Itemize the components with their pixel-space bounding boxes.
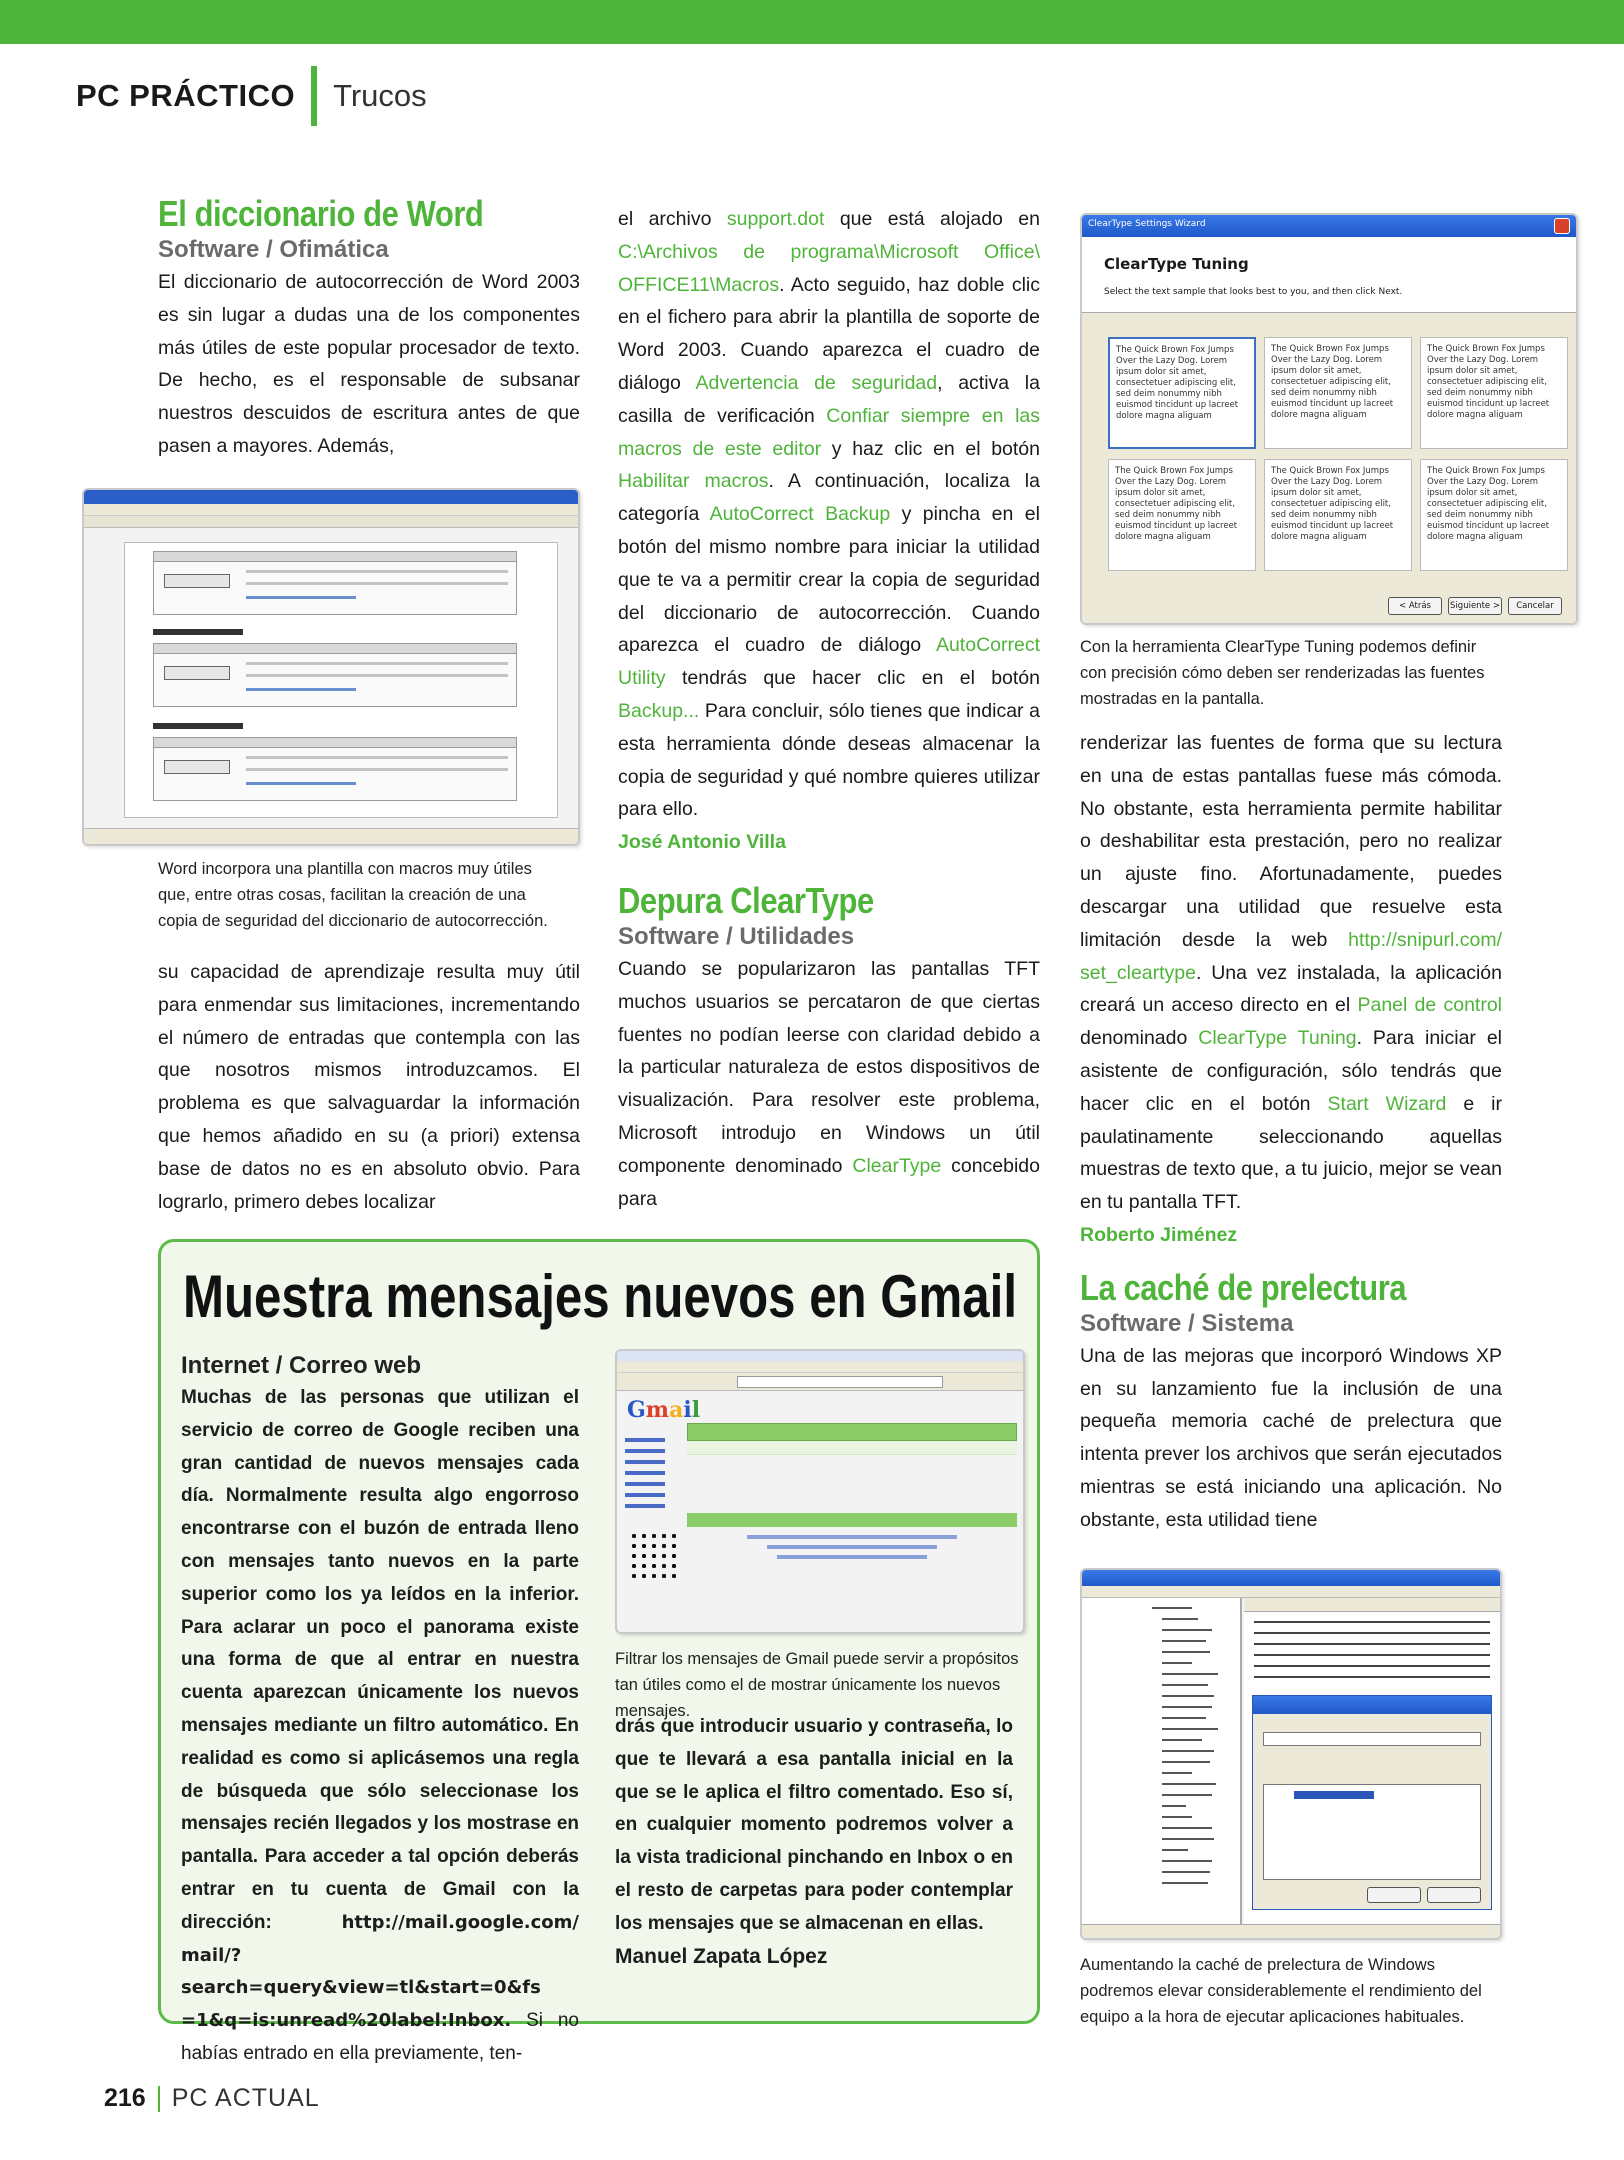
dialog-autocorrect-utility: AutoCorrect Utility bbox=[618, 634, 1040, 690]
close-icon bbox=[1554, 218, 1570, 234]
word-table bbox=[153, 643, 517, 707]
word-label bbox=[153, 629, 243, 635]
edit-binary-dialog bbox=[1252, 1695, 1492, 1910]
page-footer bbox=[104, 2084, 320, 2113]
category-autocorrect-backup: AutoCorrect Backup bbox=[709, 503, 891, 526]
term-cleartype: ClearType bbox=[852, 1154, 942, 1177]
cleartype-titlebar bbox=[1082, 215, 1576, 237]
cleartype-heading: ClearType Tuning bbox=[1104, 255, 1249, 273]
cleartype-window-title: ClearType Settings Wizard bbox=[1088, 219, 1206, 229]
article-category-word: Software / Ofimática bbox=[158, 236, 389, 263]
section-header bbox=[76, 66, 427, 126]
inbox-term: Inbox bbox=[917, 1847, 968, 1869]
word-label bbox=[153, 723, 243, 729]
text-sample: The Quick Brown Fox Jumps Over the Lazy Dog. Lorem ipsum dolor sit amet, consectetuer adipiscing elit, sed deim nonummy nibh euismod tincidunt up lacreet dolore magna aliguam bbox=[1108, 337, 1256, 449]
text-sample: The Quick Brown Fox Jumps Over the Lazy Dog. Lorem ipsum dolor sit amet, consectetuer adipiscing elit, sed deim nonummy nibh euismod tincidunt up lacreet dolore magna aliguam bbox=[1264, 337, 1412, 449]
article-cleartype-p2: renderizar las fuentes de forma que su lectura en una de estas pantallas fuese más cómoda. No obstante, esta herramienta permite habilitar o deshabilitar esta prestación, pero no realizar un ajuste fino. Afortunadamente, puedes descargar una utilidad que resuelve esta limitación desde la web http://snipurl.com/ set_cleartype. Una vez instalada, la aplicación creará un acceso directo en el Panel de control denominado ClearType Tuning. Para iniciar el asistente de configuración, sólo tendrás que hacer clic en el botón Start Wizard e ir paulatinamente seleccionando aquellas muestras de texto que, a tu juicio, mejor se vean en tu pantalla TFT. bbox=[1080, 732, 1502, 1214]
caption-word: Word incorpora una plantilla con macros muy útiles que, entre otras cosas, facilitan la creación de una copia de seguridad del diccionario de autocorrección. bbox=[158, 860, 548, 930]
next-button: Siguiente > bbox=[1448, 597, 1502, 615]
article-cleartype-col3 bbox=[1080, 727, 1502, 1537]
article-word-col1 bbox=[158, 194, 580, 463]
text-sample: The Quick Brown Fox Jumps Over the Lazy Dog. Lorem ipsum dolor sit amet, consectetuer adipiscing elit, sed deim nonummy nibh euismod tincidunt up lacreet dolore magna aliguam bbox=[1420, 337, 1568, 449]
back-button: < Atrás bbox=[1388, 597, 1442, 615]
gmail-sidebar-box bbox=[158, 1239, 1040, 2064]
link-support-dot: support.dot bbox=[726, 208, 825, 230]
magazine-name: PC ACTUAL bbox=[171, 2084, 320, 2112]
article-word-col2 bbox=[618, 203, 1040, 1215]
gmail-url: http://mail.google.com/ mail/?search=query&view=tl&start=0&fs =1&q=is:unread%20label:Inbox. bbox=[181, 1911, 579, 2032]
article-word-p2: su capacidad de aprendizaje resulta muy útil para enmendar sus limitaciones, incrementando el número de entradas que contempla con las que nosotros mismos introduzcamos. El problema es que salvaguardar la información que hemos añadido en su (a priori) extensa base de datos no es en absoluto obvio. Para lograrlo, primero debes localizar bbox=[158, 961, 580, 1213]
address-bar bbox=[737, 1376, 943, 1388]
word-document bbox=[124, 542, 558, 818]
gmail-logo: Gmail bbox=[627, 1397, 701, 1423]
term-cleartype-tuning: ClearType Tuning bbox=[1198, 1027, 1357, 1050]
gmail-chat-icons bbox=[629, 1531, 679, 1581]
author-cleartype: Roberto Jiménez bbox=[1080, 1223, 1238, 1246]
article-word-col1b bbox=[158, 956, 580, 1218]
article-cache-p1: Una de las mejoras que incorporó Windows XP en su lanzamiento fue la inclusión de una pequeña memoria caché de prelectura que intenta prever los archivos que serán ejecutados mientras se está iniciando una aplicación. No obstante, esta utilidad tiene bbox=[1080, 1344, 1502, 1531]
gmail-main bbox=[687, 1423, 1017, 1595]
registry-titlebar bbox=[1082, 1570, 1500, 1586]
gmail-sidebar bbox=[625, 1431, 681, 1515]
word-statusbar bbox=[84, 828, 578, 844]
cleartype-instruction: Select the text sample that looks best to you, and then click Next. bbox=[1104, 287, 1403, 297]
term-panel-control: Panel de control bbox=[1357, 994, 1502, 1017]
top-accent-bar bbox=[0, 0, 1624, 44]
word-menubar bbox=[84, 504, 578, 516]
word-screenshot bbox=[82, 488, 580, 846]
cleartype-buttons bbox=[1388, 597, 1562, 615]
button-start-wizard: Start Wizard bbox=[1327, 1092, 1447, 1115]
section-title: PC PRÁCTICO bbox=[76, 78, 296, 113]
text-sample: The Quick Brown Fox Jumps Over the Lazy Dog. Lorem ipsum dolor sit amet, consectetuer adipiscing elit, sed deim nonummy nibh euismod tincidunt up lacreet dolore magna aliguam bbox=[1264, 459, 1412, 571]
gmail-box-title: Muestra mensajes nuevos en Gmail bbox=[183, 1263, 1018, 1330]
caption-cleartype: Con la herramienta ClearType Tuning podemos definir con precisión cómo deben ser renderizadas las fuentes mostradas en la pantalla. bbox=[1080, 638, 1485, 708]
caption-cache: Aumentando la caché de prelectura de Windows podremos elevar considerablemente el rendimiento del equipo a la hora de ejecutar aplicaciones habituales. bbox=[1080, 1956, 1482, 2026]
section-subtitle: Trucos bbox=[333, 78, 427, 113]
cleartype-screenshot bbox=[1080, 213, 1578, 625]
word-table bbox=[153, 551, 517, 615]
cleartype-sample-grid bbox=[1108, 337, 1568, 571]
cancel-button bbox=[1427, 1887, 1481, 1903]
link-snipurl: http://snipurl.com/ set_cleartype bbox=[1080, 928, 1502, 984]
button-backup: Backup... bbox=[618, 699, 700, 722]
checkbox-confiar: Confiar siempre en las macros de este editor bbox=[618, 404, 1040, 460]
article-cleartype-p1: Cuando se popularizaron las pantallas TFT muchos usuarios se percataron de que ciertas fuentes no podían leerse con claridad debido a la particular naturaleza de estos dispositivos de visualización. Para resolver este problema, Microsoft introdujo en Windows un útil componente denominado ClearType concebido para bbox=[618, 957, 1041, 1210]
text-sample: The Quick Brown Fox Jumps Over the Lazy Dog. Lorem ipsum dolor sit amet, consectetuer adipiscing elit, sed deim nonummy nibh euismod tincidunt up lacreet dolore magna aliguam bbox=[1420, 459, 1568, 571]
word-toolbar bbox=[84, 516, 578, 528]
gmail-col2 bbox=[615, 1711, 1013, 1973]
author-gmail: Manuel Zapata López bbox=[615, 1944, 828, 1968]
button-habilitar-macros: Habilitar macros bbox=[618, 470, 769, 493]
cancel-button: Cancelar bbox=[1508, 597, 1562, 615]
article-word-p1: El diccionario de autocorrección de Word 2003 es sin lugar a dudas una de los componentes más útiles de este popular procesador de texto. De hecho, es el responsable de subsanar nuestros descuidos de escritura antes de que pasen a mayores. Además, bbox=[158, 271, 580, 457]
gmail-screenshot bbox=[615, 1349, 1025, 1634]
gmail-p2: drás que introducir usuario y contraseña, lo que te llevará a esa pantalla inicial en la que se le aplica el filtro comentado. Eso sí, en cualquier momento podremos volver a la vista tradicional pinchando en Inbox o en el resto de carpetas para poder contemplar los mensajes que se almacenan en ellas. bbox=[615, 1716, 1013, 1934]
dialog-advertencia: Advertencia de seguridad bbox=[695, 371, 938, 394]
article-category-cleartype: Software / Utilidades bbox=[618, 922, 855, 950]
registry-screenshot bbox=[1080, 1568, 1502, 1940]
footer-divider bbox=[158, 2086, 160, 2112]
article-category-cache: Software / Sistema bbox=[1080, 1309, 1294, 1337]
gmail-col1 bbox=[181, 1350, 579, 2071]
article-title-cache: La caché de prelectura bbox=[1080, 1266, 1407, 1308]
word-table bbox=[153, 737, 517, 801]
article-title-word: El diccionario de Word bbox=[158, 193, 484, 234]
path-macros: C:\Archivos de programa\Microsoft Office\ OFFICE11\Macros bbox=[618, 240, 1040, 296]
article-word-p3: el archivo support.dot que está alojado en C:\Archivos de programa\Microsoft Office\ OFFICE11\Macros. Acto seguido, haz doble clic en el fichero para abrir la plantilla de soporte de Word 2003. Cuando aparezca el cuadro de diálogo Advertencia de seguridad, activa la casilla de verificación Confiar siempre en las macros de este editor y haz clic en el botón Habilitar macros. A continuación, localiza la categoría AutoCorrect Backup y pincha en el botón del mismo nombre para iniciar la utilidad que te va a permitir crear la copia de seguridad del diccionario de autocorrección. Cuando aparezca el cuadro de diálogo AutoCorrect Utility tendrás que hacer clic en el botón Backup... Para concluir, sólo tienes que indicar a esta herramienta dónde deseas almacenar la copia de seguridad y qué nombre quieres utilizar para ello. bbox=[618, 208, 1040, 821]
text-sample: The Quick Brown Fox Jumps Over the Lazy Dog. Lorem ipsum dolor sit amet, consectetuer adipiscing elit, sed deim nonummy nibh euismod tincidunt up lacreet dolore magna aliguam bbox=[1108, 459, 1256, 571]
registry-menubar bbox=[1082, 1586, 1500, 1598]
page-number: 216 bbox=[104, 2084, 146, 2112]
word-titlebar bbox=[84, 490, 578, 504]
gmail-category: Internet / Correo web bbox=[181, 1352, 422, 1379]
author-word: José Antonio Villa bbox=[618, 831, 786, 854]
registry-tree bbox=[1082, 1598, 1242, 1924]
header-divider bbox=[311, 66, 317, 126]
gmail-p1: Muchas de las personas que utilizan el servicio de correo de Google reciben una gran cantidad de nuevos mensajes cada día. Normalmente resulta algo engorroso encontrarse con el buzón de entrada lleno con mensajes tanto nuevos en la parte superior como los ya leídos en la inferior. Para aclarar un poco el panorama existe una forma de que al entrar en nuestra cuenta aparezcan únicamente los nuevos mensajes mediante un filtro automático. En realidad es como si aplicásemos una regla de búsqueda que sólo seleccionase los mensajes recién llegados y los mostrase en pantalla. Para acceder a tal opción deberás entrar en tu cuenta de Gmail con la dirección: http://mail.google.com/ mail/?search=query&view=tl&start=0&fs =1&q=is:unread%20label:Inbox. Si no habías entrado en ella previamente, ten- bbox=[181, 1387, 579, 2064]
article-title-cleartype: Depura ClearType bbox=[618, 879, 874, 921]
registry-statusbar bbox=[1082, 1924, 1500, 1938]
caption-gmail: Filtrar los mensajes de Gmail puede servir a propósitos tan útiles como el de mostrar únicamente los nuevos mensajes. bbox=[615, 1650, 1019, 1720]
accept-button bbox=[1367, 1887, 1421, 1903]
